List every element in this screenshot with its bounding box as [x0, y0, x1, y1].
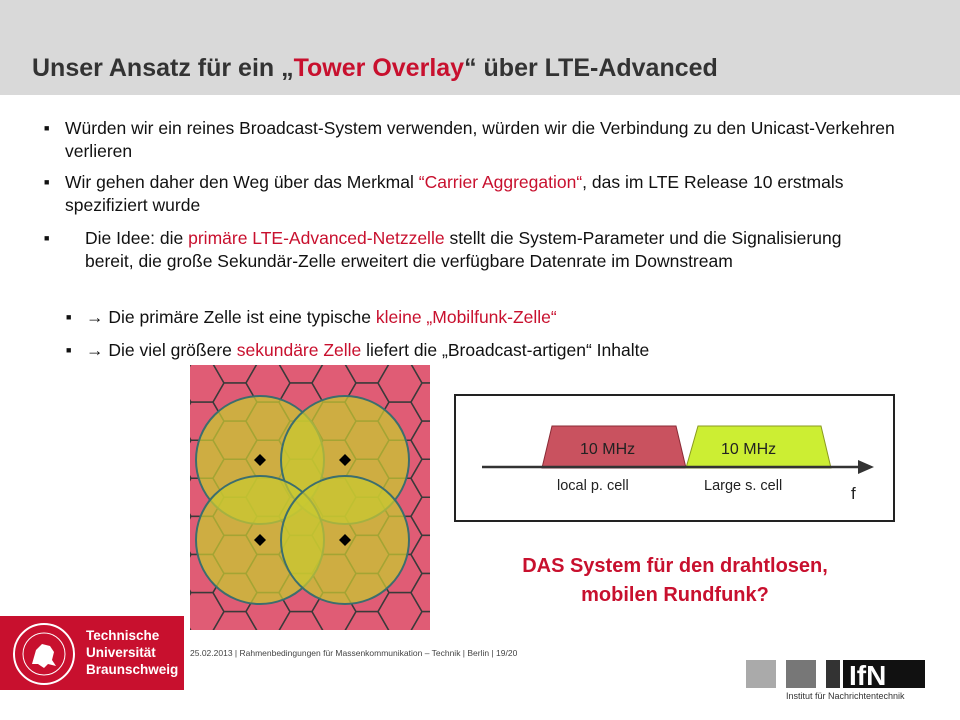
ifn-logo-text: IfN [849, 660, 887, 691]
ifn-logo [746, 657, 926, 691]
sub-bullet-1: ■ → Die primäre Zelle ist eine typische kleine „Mobilfunk-Zelle“ [66, 307, 557, 327]
band1-caption: local p. cell [557, 478, 629, 494]
arrow-right-icon: → [86, 307, 104, 327]
band1-label: 10 MHz [580, 441, 636, 458]
tu-seal-icon [8, 620, 80, 688]
bullet-1: ■ Würden wir ein reines Broadcast-System verwenden, würden wir die Verbindung zu den Unicast-Verkehren verlieren [44, 118, 895, 161]
cell-overlay-diagram [190, 365, 430, 630]
university-name: Technische Universität Braunschweig [86, 628, 179, 677]
footer-text: 25.02.2013 | Rahmenbedingungen für Massenkommunikation – Technik | Berlin | 19/20 [190, 648, 518, 658]
institute-name: Institut für Nachrichtentechnik [786, 691, 905, 701]
band2-caption: Large s. cell [704, 478, 783, 494]
title-highlight: Tower Overlay [293, 54, 465, 82]
arrow-right-icon: → [86, 340, 104, 360]
slide-title: Unser Ansatz für ein „Tower Overlay“ über LTE-Advanced [32, 54, 718, 82]
bullet-3: ■ Die Idee: die primäre LTE-Advanced-Netzzelle stellt die System-Parameter und die Signalisierung bereit, die große Sekundär-Zelle erweitert die verfügbare Datenrate im Downstream [44, 228, 842, 271]
band2-label: 10 MHz [721, 441, 777, 458]
conclusion-text: DAS System für den drahtlosen, mobilen Rundfunk? [522, 555, 828, 606]
frequency-axis-label: f [851, 484, 856, 503]
bullet-2: ■ Wir gehen daher den Weg über das Merkmal “Carrier Aggregation“, das im LTE Release 10 erstmals spezifiziert wurde [44, 172, 844, 215]
sub-bullet-2: ■ → Die viel größere sekundäre Zelle liefert die „Broadcast-artigen“ Inhalte [66, 340, 650, 360]
spectrum-diagram [454, 394, 895, 522]
axis-arrowhead [858, 460, 874, 474]
